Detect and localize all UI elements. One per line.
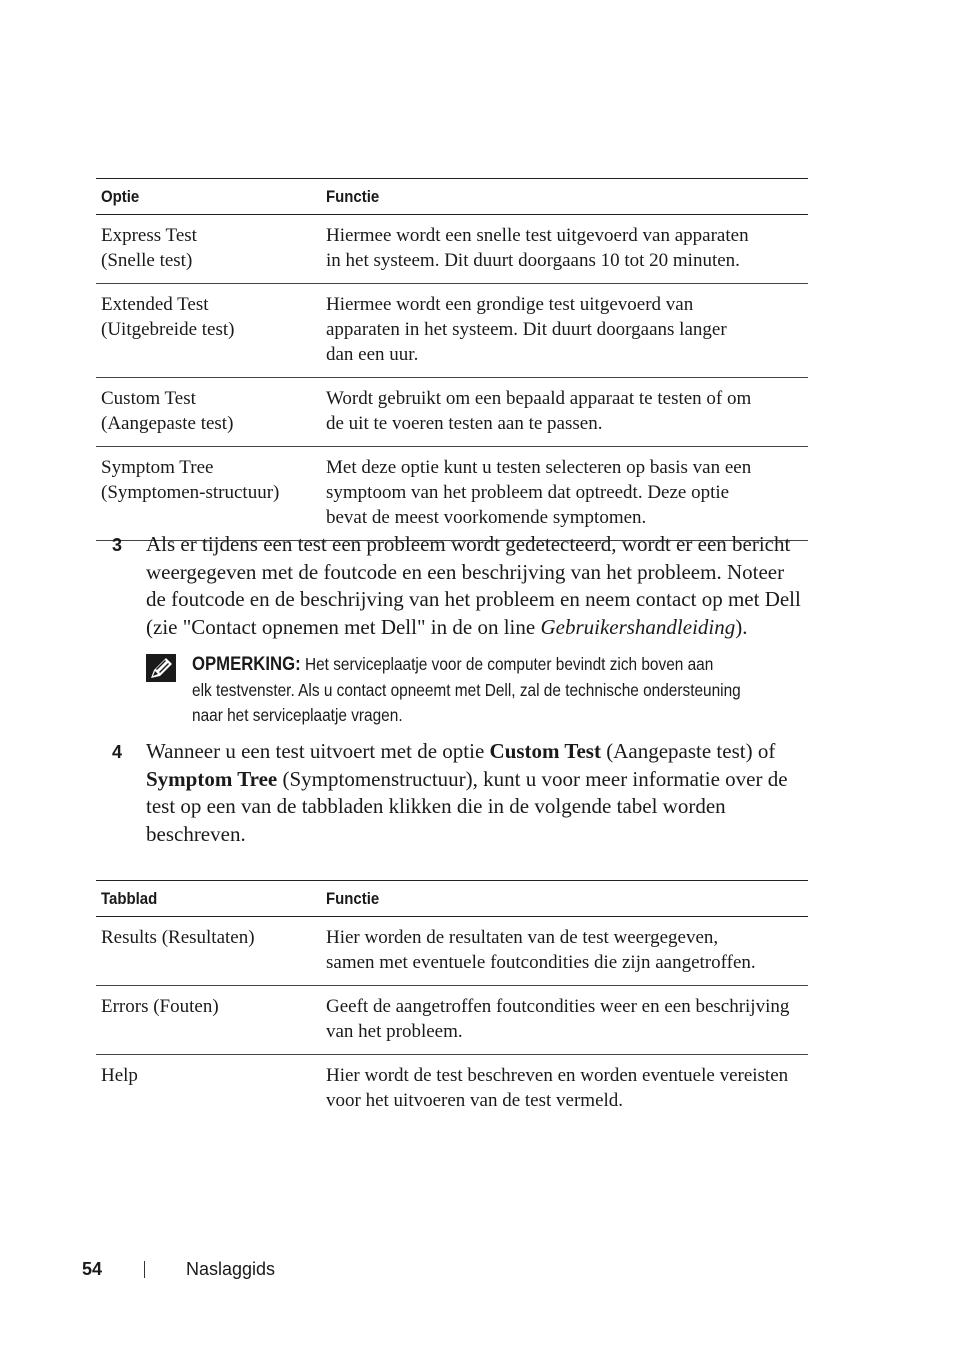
document-title: Naslaggids: [186, 1259, 276, 1279]
table-row: [96, 917, 808, 986]
table-row: [96, 1055, 808, 1124]
step-number: 4: [112, 742, 123, 762]
function-cell: Met deze optie kunt u testen selecteren op basis van een symptoom van het probleem dat optreedt. Deze optie bevat de meest voorkomende symptomen.: [317, 447, 808, 541]
column-header-option: Optie: [96, 179, 317, 215]
page-number: 54: [82, 1259, 103, 1279]
table-row: [96, 447, 808, 541]
table-header-row: [96, 179, 808, 215]
step-number: 3: [112, 535, 123, 555]
function-cell: Hier wordt de test beschreven en worden eventuele vereisten voor het uitvoeren van de test vermeld.: [326, 1065, 789, 1111]
note-text: OPMERKING: Het serviceplaatje voor de computer bevindt zich boven aan elk testvenster. Als u contact opneemt met Dell, zal de technische ondersteuning naar het serviceplaatje vragen.: [192, 654, 741, 725]
pencil-note-icon: [146, 654, 176, 682]
tab-cell: Help: [101, 1065, 138, 1086]
footer-divider: [144, 1261, 145, 1278]
column-header-tab: Tabblad: [96, 881, 317, 917]
function-cell: Hier worden de resultaten van de test weergegeven, samen met eventuele foutcondities die zijn aangetroffen.: [317, 917, 808, 986]
note-label: OPMERKING:: [192, 654, 301, 675]
column-header-function: Functie: [317, 179, 808, 215]
tab-cell: Errors (Fouten): [96, 986, 317, 1055]
function-cell: Geeft de aangetroffen foutcondities weer en een beschrijving van het probleem.: [317, 986, 808, 1055]
option-cell: Custom Test (Aangepaste test): [96, 378, 317, 447]
symptom-tree-term: Symptom Tree: [146, 766, 278, 791]
manual-title: Gebruikershandleiding: [540, 614, 736, 639]
custom-test-term: Custom Test: [489, 739, 601, 763]
step-text: Wanneer u een test uitvoert met de optie Custom Test (Aangepaste test) of Symptom Tree (Symptomenstructuur), kunt u voor meer informatie over de test op een van de tabbladen klikken die in de volgende tabel worden beschreven.: [146, 739, 788, 846]
table-row: [96, 378, 808, 447]
step-text: Als er tijdens een test een probleem wordt gedetecteerd, wordt er een bericht weergegeven met de foutcode en een beschrijving van het probleem. Noteer de foutcode en de beschrijving van het probleem en neem contact op met Dell (zie "Contact opnemen met Dell" in de on line Gebruikershandleiding).: [146, 532, 801, 639]
options-table: [96, 178, 808, 541]
function-cell: Wordt gebruikt om een bepaald apparaat te testen of om de uit te voeren testen aan te passen.: [317, 378, 808, 447]
option-cell: Symptom Tree (Symptomen-structuur): [96, 447, 317, 541]
table-row: [96, 986, 808, 1055]
tabs-table: [96, 880, 808, 1123]
table-row: [96, 215, 808, 284]
function-cell: Hiermee wordt een snelle test uitgevoerd van apparaten in het systeem. Dit duurt doorgaans 10 tot 20 minuten.: [317, 215, 808, 284]
option-cell: Extended Test (Uitgebreide test): [96, 284, 317, 378]
option-cell: Express Test (Snelle test): [96, 215, 317, 284]
tab-cell: Results (Resultaten): [96, 917, 317, 986]
table-row: [96, 284, 808, 378]
table-header-row: [96, 881, 808, 917]
column-header-function: Functie: [317, 881, 808, 917]
function-cell: Hiermee wordt een grondige test uitgevoerd van apparaten in het systeem. Dit duurt doorgaans langer dan een uur.: [317, 284, 808, 378]
